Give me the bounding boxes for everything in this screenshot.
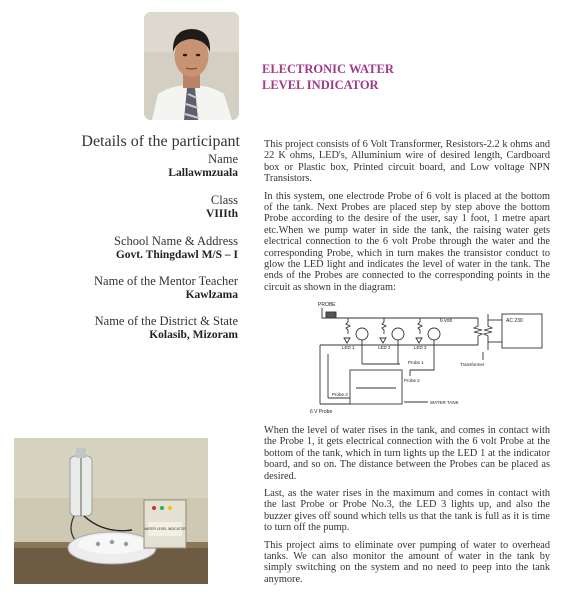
paragraph-aim: This project aims to eliminate over pumping of water to overhead tanks. We can also monitor the amount of water in the tank by simply switching on the system and no need to peep into the tank anymore.	[264, 539, 550, 585]
paragraph-components: This project consists of 6 Volt Transformer, Resistors-2.2 k ohms and 22 K ohms, LED's, Alluminium wire of desired length, Cardboard box or Plastic box, Printed circuit board, and Low voltage NPN Transistors.	[264, 139, 550, 185]
field-value: VIIIth	[206, 208, 238, 220]
field-mentor	[8, 274, 238, 302]
diagram-label-probe-1: Probe 1	[408, 360, 424, 365]
field-label: Name of the District & State	[94, 314, 238, 328]
paragraph-full-tank: Last, as the water rises in the maximum and comes in contact with the last Probe or Probe No.3, the LED 3 lights up, and also the buzzer gives off sound which tells us that the tank is full as it is time to turn off the pump.	[264, 488, 550, 534]
field-district	[8, 314, 238, 342]
circuit-diagram	[300, 300, 555, 418]
field-value: Govt. Thingdawl M/S – I	[115, 249, 238, 261]
field-value: Lallawmzuala	[168, 167, 238, 179]
model-box-label: WATER LEVEL INDICATOR	[144, 527, 186, 531]
diagram-label-probe-3: Probe 3	[332, 392, 348, 397]
participant-photo	[144, 12, 239, 120]
diagram-label-led-1: LED 1	[342, 345, 355, 350]
diagram-label-transformer: Transformer	[460, 362, 485, 367]
field-label: Name of the Mentor Teacher	[94, 274, 238, 288]
diagram-label-led-3: LED 3	[414, 345, 427, 350]
diagram-label-water-tank: WATER TANK	[430, 400, 459, 405]
project-title	[262, 61, 532, 93]
project-title-line-1: ELECTRONIC WATER	[262, 62, 394, 76]
field-label: Class	[210, 193, 238, 207]
diagram-label-6v-probe: 6 V Probe	[310, 409, 333, 415]
diagram-label-6-volt: 6 volt	[440, 318, 452, 324]
project-description-continued	[264, 425, 550, 591]
diagram-label-led-2: LED 2	[378, 345, 391, 350]
field-class	[8, 193, 238, 221]
project-description	[264, 139, 550, 293]
water-level-indicator-model-image	[14, 438, 208, 584]
diagram-label-probe-2: Probe 2	[404, 378, 420, 383]
model-photo	[14, 438, 208, 584]
field-value: Kawlzama	[185, 289, 238, 301]
field-label: Name	[208, 152, 238, 166]
paragraph-operation: When the level of water rises in the tank, and comes in contact with the Probe 1, it gets electrical connection with the 6 volt Probe at the bottom of the tank, which in turn lights up the LED 1 at the indicator board, and so on. The distance between the Probes can be placed as desired.	[264, 425, 550, 482]
field-label: School Name & Address	[114, 234, 238, 248]
diagram-label-ac: AC 230	[506, 318, 523, 324]
field-school	[8, 234, 238, 262]
details-heading: Details of the participant	[81, 133, 240, 150]
participant-portrait-image	[144, 12, 239, 120]
project-title-line-2: LEVEL INDICATOR	[262, 78, 379, 92]
field-name	[8, 152, 238, 180]
paragraph-system: In this system, one electrode Probe of 6 volt is placed at the bottom of the tank. Next Probes are placed step by step above the bottom Probe according to the desire of the user, say 1 foot, 1 metre apart etc.When we pump water in side the tank, the raising water gets electrical connection to the 6 volt Probe through the water and the corresponding Probe, which in turn makes the transistor conduct to glow the LED light and indicates the level of water in the tank. The ends of the Probes are connected to the corresponding points in the circuit as shown in the diagram:	[264, 190, 550, 293]
diagram-label-probe: PROBE	[318, 302, 336, 308]
field-value: Kolasib, Mizoram	[149, 329, 238, 341]
